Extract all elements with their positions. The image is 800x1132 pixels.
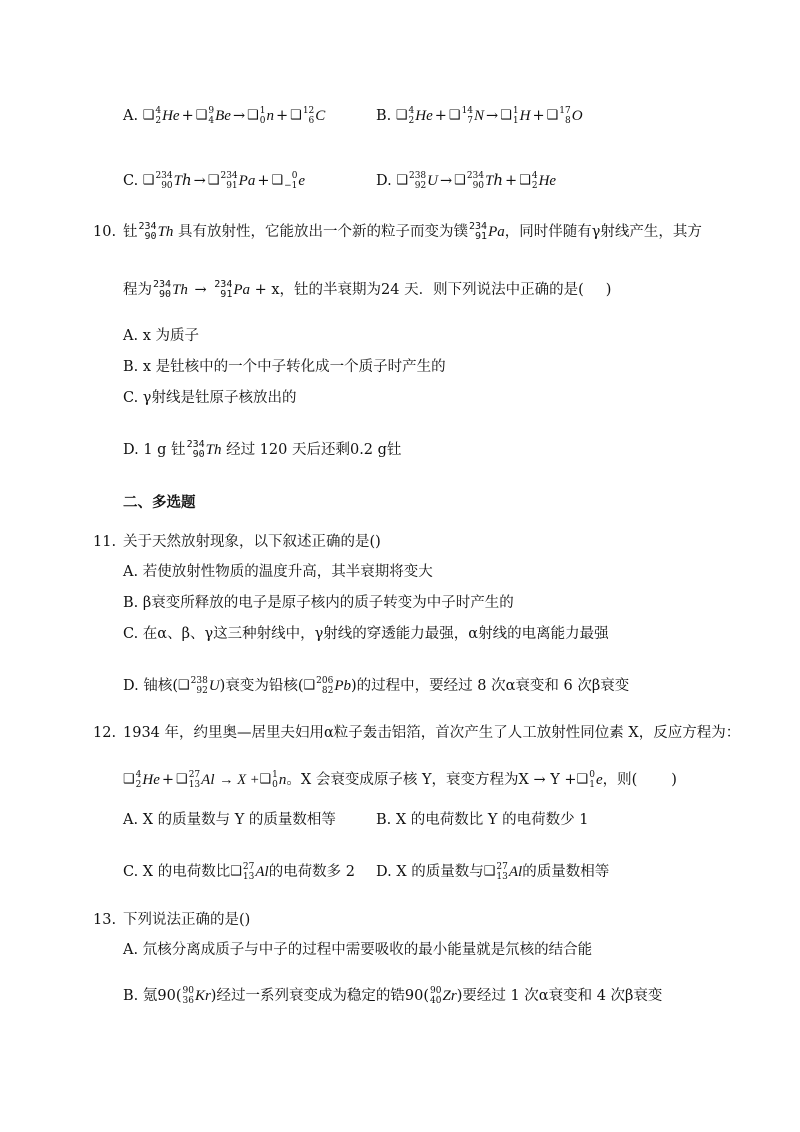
q12-option-a[interactable]: A. X 的质量数与 Y 的质量数相等 bbox=[123, 812, 336, 828]
nuclide: ❑ 234 90 Tℎ bbox=[142, 171, 192, 191]
nuclide-e: ❑ 0 1 e bbox=[576, 770, 603, 790]
q10-number: 10. bbox=[93, 224, 117, 240]
q10-option-c[interactable]: C. γ射线是钍原子核放出的 bbox=[123, 390, 297, 406]
q10-stem-line2: 程为 234 90 Th → 234 91 Pa + x，钍的半衰期为24 天．则下列说法中正确的是( ) bbox=[123, 279, 612, 300]
q9-option-c-equation bbox=[143, 173, 305, 189]
q9-option-b[interactable]: B. ❑ 4 2 He + ❑ 14 7 N → ❑ 1 1 H + ❑ 17 8 O bbox=[376, 106, 583, 126]
q9-option-d[interactable]: D. ❑ 238 92 U → ❑ 234 90 Tℎ + ❑ 4 2 He bbox=[376, 171, 557, 191]
nuclide: ❑ 4 2 He bbox=[142, 106, 180, 126]
nuclide-al: ❑ 27 13 Al bbox=[176, 770, 215, 790]
operator: → bbox=[486, 108, 499, 124]
nuclide-al-c: ❑ 27 13 Al bbox=[230, 862, 269, 882]
nuclide: ❑ 4 2 He bbox=[519, 171, 557, 191]
nuclide: ❑ 1 0 n bbox=[247, 106, 275, 126]
operator: → bbox=[232, 108, 246, 124]
q11-number: 11. bbox=[93, 534, 117, 550]
q11-option-a[interactable]: A. 若使放射性物质的温度升高，其半衰期将变大 bbox=[123, 564, 433, 580]
q12-stem: 1934 年，约里奥—居里夫妇用α粒子轰击铝箔，首次产生了人工放射性同位素 X，反应方程为： bbox=[123, 725, 741, 741]
operator: + bbox=[434, 108, 447, 124]
section-title-multi-choice: 二、多选题 bbox=[123, 494, 196, 511]
q12-option-c[interactable]: C. X 的电荷数比 ❑ 27 13 Al 的电荷数多 2 bbox=[123, 862, 356, 882]
nuclide-pb: ❑ 206 82 Pb bbox=[303, 676, 352, 696]
q9-option-b-equation bbox=[396, 108, 583, 124]
nuclide: ❑ 17 8 O bbox=[546, 106, 583, 126]
operator: + bbox=[532, 108, 545, 124]
q12-option-b[interactable]: B. X 的电荷数比 Y 的电荷数少 1 bbox=[376, 812, 589, 828]
nuclide: ❑ 1 1 H bbox=[500, 106, 531, 126]
operator: + bbox=[257, 173, 270, 189]
nuclide-th-3: 234 90 Th bbox=[186, 439, 222, 460]
q10-stem-line1: 钍 234 90 Th 具有放射性，它能放出一个新的粒子而变为镤 234 91 Pa ，同时伴随有γ射线产生，其方 bbox=[123, 221, 702, 242]
nuclide-th-2: 234 90 Th bbox=[153, 279, 188, 300]
nuclide: ❑ 9 4 Be bbox=[195, 106, 231, 126]
nuclide: ❑ 12 6 C bbox=[290, 106, 326, 126]
q10-option-a[interactable]: A. x 为质子 bbox=[123, 328, 199, 344]
q11-option-b[interactable]: B. β衰变所释放的电子是原子核内的质子转变为中子时产生的 bbox=[123, 595, 514, 611]
q11-option-d[interactable]: D. 铀核( ❑ 238 92 U )衰变为铅核( ❑ 206 82 Pb )的过程中，要经过 8 次α衰变和 6 次β衰变 bbox=[123, 676, 630, 696]
q10-option-d[interactable]: D. 1 g 钍 234 90 Th 经过 120 天后还剩0.2 g钍 bbox=[123, 439, 402, 460]
q12-option-d[interactable]: D. X 的质量数与 ❑ 27 13 Al 的质量数相等 bbox=[376, 862, 610, 882]
nuclide: ❑ 234 90 Tℎ bbox=[454, 171, 504, 191]
q12-equation: ❑ 4 2 He + ❑ 27 13 Al → X + ❑ 1 0 n 。X 会衰变成原子核 Y，衰变方程为X → Y + ❑ 0 1 e ，则( ) bbox=[123, 770, 677, 790]
nuclide: ❑ 0 −1 e bbox=[271, 171, 306, 191]
operator: + bbox=[505, 173, 518, 189]
nuclide-pa: 234 91 Pa bbox=[469, 221, 505, 242]
q11-stem: 关于天然放射现象，以下叙述正确的是() bbox=[123, 534, 381, 550]
q13-stem: 下列说法正确的是() bbox=[123, 912, 251, 928]
q13-number: 13. bbox=[93, 912, 117, 928]
operator: → bbox=[193, 173, 206, 189]
q9-option-d-equation bbox=[396, 173, 556, 189]
nuclide-th: 234 90 Th bbox=[138, 221, 174, 242]
nuclide-zr: 90 40 Zr bbox=[430, 986, 457, 1006]
operator: → bbox=[440, 173, 453, 189]
q9-option-c[interactable]: C. ❑ 234 90 Tℎ → ❑ 234 91 Pa + ❑ 0 −1 e bbox=[123, 171, 306, 191]
nuclide-al-d: ❑ 27 13 Al bbox=[483, 862, 523, 882]
q11-option-c[interactable]: C. 在α、β、γ这三种射线中，γ射线的穿透能力最强，α射线的电离能力最强 bbox=[123, 626, 609, 642]
q12-number: 12. bbox=[93, 725, 117, 741]
nuclide-he: ❑ 4 2 He bbox=[123, 770, 160, 790]
q10-option-b[interactable]: B. x 是钍核中的一个中子转化成一个质子时产生的 bbox=[123, 359, 446, 375]
nuclide: ❑ 234 91 Pa bbox=[207, 171, 256, 191]
nuclide: ❑ 14 7 N bbox=[448, 106, 485, 126]
nuclide-n: ❑ 1 0 n bbox=[259, 770, 287, 790]
q9-option-a-equation bbox=[143, 108, 326, 124]
nuclide: ❑ 4 2 He bbox=[395, 106, 433, 126]
operator: + bbox=[181, 108, 194, 124]
operator: + bbox=[276, 108, 289, 124]
nuclide: ❑ 238 92 U bbox=[396, 171, 439, 191]
q13-option-b[interactable]: B. 氪90( 90 36 Kr )经过一系列衰变成为稳定的锆90( 90 40 Zr )要经过 1 次α衰变和 4 次β衰变 bbox=[123, 986, 663, 1006]
nuclide-pa-2: 234 91 Pa bbox=[214, 279, 251, 300]
nuclide-u: ❑ 238 92 U bbox=[177, 676, 220, 696]
q9-option-a[interactable]: A. ❑ 4 2 He + ❑ 9 4 Be → ❑ 1 0 n + ❑ 12 6 C bbox=[123, 106, 326, 126]
nuclide-kr: 90 36 Kr bbox=[182, 986, 211, 1006]
q13-option-a[interactable]: A. 氘核分离成质子与中子的过程中需要吸收的最小能量就是氘核的结合能 bbox=[123, 942, 593, 958]
